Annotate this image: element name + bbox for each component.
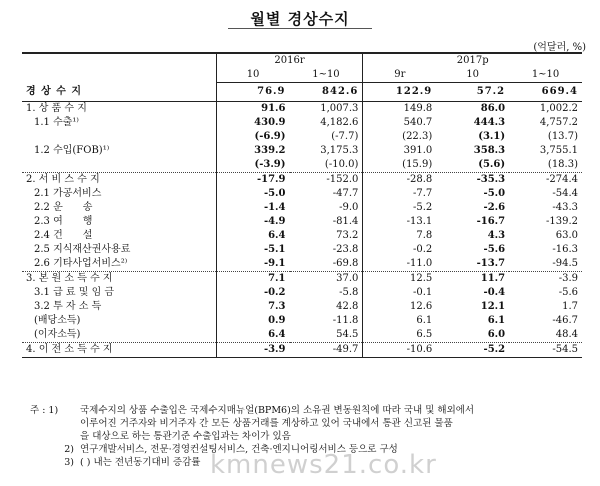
table-row	[22, 257, 582, 272]
table-row	[22, 201, 582, 215]
row-label: 3.2 투 자 소 득	[34, 301, 102, 312]
cell-value: -5.2	[436, 343, 509, 358]
cell-value: 12.5	[363, 272, 436, 287]
cell-value: 12.1	[480, 301, 506, 312]
cell-value: 4.3	[487, 230, 506, 241]
cell-value: -0.1	[363, 286, 436, 300]
cell-value: 0.9	[216, 314, 289, 328]
header-year-2016: 2016r	[216, 53, 363, 68]
watermark: kmnews21.co.kr	[210, 450, 437, 480]
cell-value: 391.0	[363, 144, 436, 158]
cell-value: -69.8	[332, 258, 359, 269]
cell-value: -5.2	[363, 201, 436, 215]
cell-value: -13.7	[476, 258, 506, 269]
cell-value: 444.3	[473, 117, 506, 128]
cell-value: 6.1	[363, 314, 436, 328]
cell-value: -11.0	[363, 257, 436, 272]
footnote-1-cont	[30, 430, 590, 443]
cell-value: -5.0	[483, 188, 506, 199]
cell-value: 57.2	[436, 83, 509, 102]
row-label: 1.2 수입(FOB)¹⁾	[34, 145, 110, 156]
cell-value: -5.8	[339, 287, 359, 298]
cell-value: 48.4	[555, 329, 578, 340]
cell-value: 4,757.2	[539, 117, 578, 128]
row-label: 1. 상 품 수 지	[22, 102, 216, 117]
row-label: 경 상 수 지	[22, 83, 216, 102]
cell-value: (15.9)	[363, 158, 436, 173]
cell-value: -3.9	[216, 343, 289, 358]
cell-value: 430.9	[216, 116, 289, 130]
cell-value: (18.3)	[547, 159, 578, 170]
table-row	[22, 286, 582, 300]
cell-value: (-7.7)	[331, 131, 359, 142]
cell-value: -17.9	[216, 173, 289, 188]
cell-value: -4.9	[216, 215, 289, 229]
cell-value: -13.1	[363, 215, 436, 229]
title-underline	[228, 28, 372, 29]
cell-value: 3,175.3	[320, 145, 359, 156]
table-row	[22, 314, 582, 328]
cell-value: (-10.0)	[324, 159, 359, 170]
cell-value: 6.4	[216, 328, 289, 343]
table-row	[22, 300, 582, 314]
table-row	[22, 144, 582, 158]
cell-value: 540.7	[363, 116, 436, 130]
cell-value: 842.6	[290, 83, 363, 102]
balance-of-payments-table	[22, 52, 582, 358]
table-row	[22, 83, 582, 102]
cell-value: -0.2	[216, 286, 289, 300]
cell-value: -47.7	[332, 188, 359, 199]
cell-value: -5.0	[216, 187, 289, 201]
table-row	[22, 328, 582, 343]
footnote-2	[30, 443, 590, 456]
cell-value: -49.7	[290, 343, 363, 358]
cell-value: -16.7	[476, 216, 506, 227]
table-row	[22, 343, 582, 358]
cell-value: 1,007.3	[290, 102, 363, 117]
row-label: 2.5 지식재산권사용료	[34, 244, 131, 255]
header-year-2017: 2017p	[363, 53, 582, 68]
cell-value: -5.1	[216, 243, 289, 257]
cell-value: (22.3)	[363, 130, 436, 144]
table-row	[22, 130, 582, 144]
cell-value: -0.2	[363, 243, 436, 257]
cell-value: -54.5	[509, 343, 582, 358]
table-row	[22, 272, 582, 287]
header-label-cell	[22, 53, 216, 83]
cell-value: -10.6	[363, 343, 436, 358]
cell-value: -139.2	[545, 216, 578, 227]
row-label	[22, 130, 216, 144]
table-row	[22, 187, 582, 201]
cell-value: 12.6	[363, 300, 436, 314]
footnote-text: 을 대상으로 하는 통관기준 수출입과는 차이가 있음	[80, 431, 291, 442]
cell-value: -152.0	[290, 173, 363, 188]
row-label: 2.4 건 설	[34, 230, 93, 241]
cell-value: 3,755.1	[539, 145, 578, 156]
footnote-spacer	[30, 417, 80, 430]
table-row	[22, 215, 582, 229]
cell-value: 1.7	[562, 301, 578, 312]
footnote-text: 국제수지의 상품 수출입은 국제수지매뉴얼(BPM6)의 소유권 변동원칙에 따라 국내 및 해외에서	[80, 405, 475, 416]
cell-value: (-6.9)	[216, 130, 289, 144]
cell-value: 73.2	[336, 230, 359, 241]
cell-value: 7.3	[216, 300, 289, 314]
cell-value: -7.7	[363, 187, 436, 201]
footnotes	[30, 404, 590, 469]
footnote-text: 연구개발서비스, 전문·경영컨설팅서비스, 건축·엔지니어링서비스 등으로 구성	[80, 444, 398, 455]
cell-value: 91.6	[216, 102, 289, 117]
row-label: 2.3 여 행	[34, 216, 93, 227]
cell-value: 7.1	[216, 272, 289, 287]
footnote-1	[30, 404, 590, 417]
cell-value: 6.4	[216, 229, 289, 243]
cell-value: 11.7	[436, 272, 509, 287]
header-col: 10	[436, 68, 509, 83]
cell-value: -9.0	[339, 202, 359, 213]
cell-value: 42.8	[336, 301, 359, 312]
cell-value: -0.4	[483, 287, 506, 298]
table-row	[22, 243, 582, 257]
cell-value: 6.0	[487, 329, 506, 340]
footnote-text: 이루어진 거주자와 비거주자 간 모든 상품거래를 계상하고 있어 국내에서 통관 신고된 물품	[80, 418, 453, 429]
footnote-text: ( ) 내는 전년동기대비 증감률	[80, 457, 201, 468]
row-label: (배당소득)	[34, 315, 81, 326]
row-label: (이자소득)	[34, 329, 81, 340]
cell-value: -5.6	[483, 244, 506, 255]
header-col: 1~10	[290, 68, 363, 83]
row-label: 2.2 운 송	[34, 202, 93, 213]
row-label: 4. 이 전 소 득 수 지	[22, 343, 216, 358]
cell-value: -28.8	[363, 173, 436, 188]
table-row	[22, 229, 582, 243]
cell-value: -81.4	[332, 216, 359, 227]
cell-value: -1.4	[216, 201, 289, 215]
cell-value: 7.8	[363, 229, 436, 243]
cell-value: 669.4	[509, 83, 582, 102]
cell-value: 122.9	[363, 83, 436, 102]
cell-value: 37.0	[290, 272, 363, 287]
cell-value: -3.9	[509, 272, 582, 287]
cell-value: (-3.9)	[216, 158, 289, 173]
cell-value: 6.5	[363, 328, 436, 343]
header-year-row	[22, 53, 582, 68]
row-label: 2. 서 비 스 수 지	[22, 173, 216, 188]
cell-value: 339.2	[216, 144, 289, 158]
cell-value: -43.3	[552, 202, 578, 213]
row-label: 2.1 가공서비스	[34, 188, 102, 199]
cell-value: -274.4	[509, 173, 582, 188]
footnote-mark: 3)	[64, 457, 74, 468]
unit-label: (억달러, %)	[533, 42, 586, 53]
cell-value: (13.7)	[547, 131, 578, 142]
cell-value: -54.4	[552, 188, 578, 199]
cell-value: (5.6)	[478, 159, 506, 170]
cell-value: -2.6	[483, 202, 506, 213]
cell-value: 6.1	[487, 315, 506, 326]
table-body	[22, 83, 582, 358]
cell-value: -23.8	[332, 244, 359, 255]
cell-value: 149.8	[363, 102, 436, 117]
table-row	[22, 116, 582, 130]
cell-value: 54.5	[336, 329, 359, 340]
row-label: 1.1 수출¹⁾	[34, 117, 79, 128]
row-label: 3. 본 원 소 득 수 지	[22, 272, 216, 287]
table-row	[22, 173, 582, 188]
cell-value: (3.1)	[478, 131, 506, 142]
footnote-spacer	[30, 430, 80, 443]
row-label: 2.6 기타사업서비스²⁾	[34, 258, 128, 269]
cell-value: 63.0	[555, 230, 578, 241]
cell-value: -5.6	[558, 287, 578, 298]
cell-value: -9.1	[216, 257, 289, 272]
page-title: 월별 경상수지	[250, 10, 350, 28]
header-col: 9r	[363, 68, 436, 83]
row-label: 3.1 급 료 및 임 금	[34, 287, 115, 298]
cell-value: -11.8	[332, 315, 359, 326]
table-row	[22, 102, 582, 117]
cell-value: 86.0	[436, 102, 509, 117]
cell-value: 4,182.6	[320, 117, 359, 128]
cell-value: 358.3	[473, 145, 506, 156]
cell-value: -46.7	[552, 315, 578, 326]
cell-value: -35.3	[436, 173, 509, 188]
header-col: 1~10	[509, 68, 582, 83]
footnote-mark: 2)	[64, 444, 74, 455]
cell-value: -94.5	[552, 258, 578, 269]
cell-value: 1,002.2	[509, 102, 582, 117]
header-col: 10	[216, 68, 289, 83]
footnote-1-cont	[30, 417, 590, 430]
footnote-3	[30, 456, 590, 469]
row-label	[22, 158, 216, 173]
footnote-mark: 주 : 1)	[30, 405, 59, 416]
table-row	[22, 158, 582, 173]
cell-value: -16.3	[552, 244, 578, 255]
cell-value: 76.9	[216, 83, 289, 102]
